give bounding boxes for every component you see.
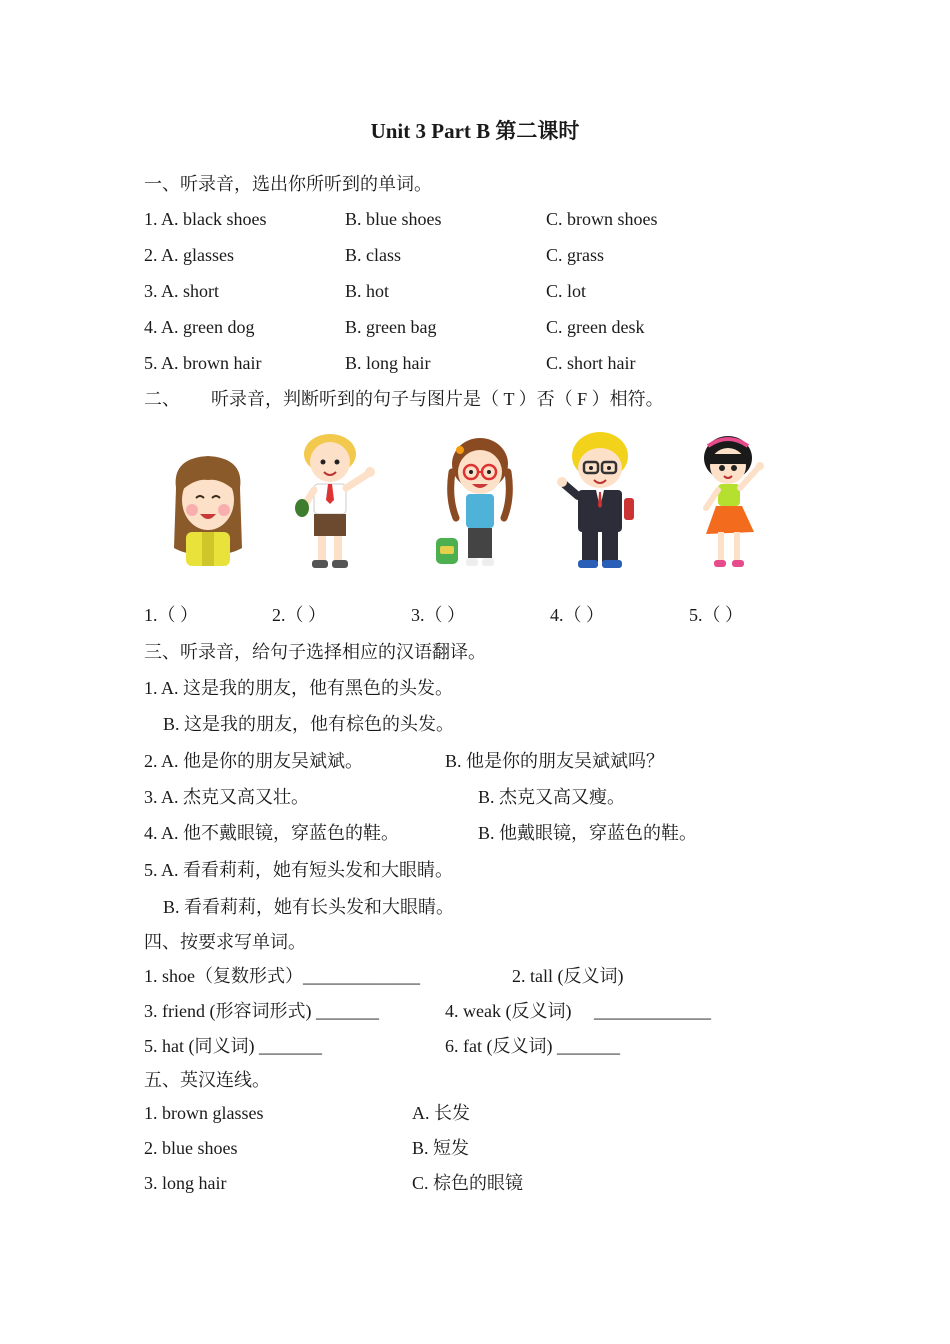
s2-answer-5[interactable]: 5.（ ） bbox=[689, 605, 743, 625]
s4-item-6[interactable]: 6. fat (反义词) _______ bbox=[445, 1036, 620, 1056]
s2-answer-4[interactable]: 4.（ ） bbox=[550, 605, 604, 625]
section2-heading: 听录音，判断听到的句子与图片是（ T ）否（ F ）相符。 bbox=[211, 389, 664, 409]
s5-english-2[interactable]: 2. blue shoes bbox=[144, 1138, 238, 1158]
boy-glasses-suit-illustration bbox=[556, 428, 656, 578]
s4-item-3[interactable]: 3. friend (形容词形式) _______ bbox=[144, 1001, 379, 1021]
section3-heading: 三、听录音，给句子选择相应的汉语翻译。 bbox=[144, 642, 486, 662]
s4-item-4[interactable]: 4. weak (反义词) _____________ bbox=[445, 1001, 711, 1021]
blond-boy-illustration bbox=[290, 428, 390, 578]
girl-short-hair-illustration bbox=[688, 428, 788, 578]
s1-q5-option-b: B. long hair bbox=[345, 353, 431, 373]
s4-item-1[interactable]: 1. shoe（复数形式）_____________ bbox=[144, 966, 420, 986]
s4-item-2[interactable]: 2. tall (反义词) bbox=[512, 966, 624, 986]
page-title: Unit 3 Part B 第二课时 bbox=[370, 119, 580, 143]
s3-q5-option-b: B. 看看莉莉，她有长头发和大眼睛。 bbox=[163, 897, 455, 917]
s1-q2-option-a: 2. A. glasses bbox=[144, 245, 234, 265]
section2-heading-number: 二、 bbox=[144, 389, 180, 409]
s1-q5-option-c: C. short hair bbox=[546, 353, 636, 373]
s1-q5-option-a: 5. A. brown hair bbox=[144, 353, 262, 373]
s3-q4-option-a: 4. A. 他不戴眼镜，穿蓝色的鞋。 bbox=[144, 823, 400, 843]
s5-chinese-c[interactable]: C. 棕色的眼镜 bbox=[412, 1173, 524, 1193]
s5-english-1[interactable]: 1. brown glasses bbox=[144, 1103, 264, 1123]
section4-heading: 四、按要求写单词。 bbox=[144, 932, 306, 952]
s2-answer-3[interactable]: 3.（ ） bbox=[411, 605, 465, 625]
section5-heading: 五、英汉连线。 bbox=[144, 1070, 270, 1090]
s1-q3-option-b: B. hot bbox=[345, 281, 390, 301]
s1-q2-option-c: C. grass bbox=[546, 245, 604, 265]
section1-heading: 一、听录音，选出你所听到的单词。 bbox=[144, 174, 432, 194]
s3-q5-option-a: 5. A. 看看莉莉，她有短头发和大眼睛。 bbox=[144, 860, 454, 880]
s1-q1-option-c: C. brown shoes bbox=[546, 209, 658, 229]
s1-q1-option-b: B. blue shoes bbox=[345, 209, 442, 229]
s3-q2-option-a: 2. A. 他是你的朋友吴斌斌。 bbox=[144, 751, 364, 771]
s2-answer-2[interactable]: 2.（ ） bbox=[272, 605, 326, 625]
girl-long-hair-illustration bbox=[158, 428, 258, 578]
s1-q4-option-b: B. green bag bbox=[345, 317, 437, 337]
s3-q3-option-a: 3. A. 杰克又高又壮。 bbox=[144, 787, 310, 807]
s1-q2-option-b: B. class bbox=[345, 245, 401, 265]
s1-q3-option-c: C. lot bbox=[546, 281, 587, 301]
s1-q3-option-a: 3. A. short bbox=[144, 281, 220, 301]
s3-q4-option-b: B. 他戴眼镜，穿蓝色的鞋。 bbox=[478, 823, 698, 843]
s5-chinese-b[interactable]: B. 短发 bbox=[412, 1138, 470, 1158]
s3-q3-option-b: B. 杰克又高又瘦。 bbox=[478, 787, 626, 807]
s5-english-3[interactable]: 3. long hair bbox=[144, 1173, 227, 1193]
s4-item-5[interactable]: 5. hat (同义词) _______ bbox=[144, 1036, 322, 1056]
s1-q4-option-c: C. green desk bbox=[546, 317, 645, 337]
s3-q1-option-a: 1. A. 这是我的朋友，他有黑色的头发。 bbox=[144, 678, 454, 698]
girl-glasses-illustration bbox=[430, 428, 530, 578]
s2-answer-1[interactable]: 1.（ ） bbox=[144, 605, 198, 625]
s1-q4-option-a: 4. A. green dog bbox=[144, 317, 255, 337]
s1-q1-option-a: 1. A. black shoes bbox=[144, 209, 267, 229]
s3-q1-option-b: B. 这是我的朋友，他有棕色的头发。 bbox=[163, 714, 455, 734]
s5-chinese-a[interactable]: A. 长发 bbox=[412, 1103, 470, 1123]
s3-q2-option-b: B. 他是你的朋友吴斌斌吗？ bbox=[445, 751, 665, 771]
